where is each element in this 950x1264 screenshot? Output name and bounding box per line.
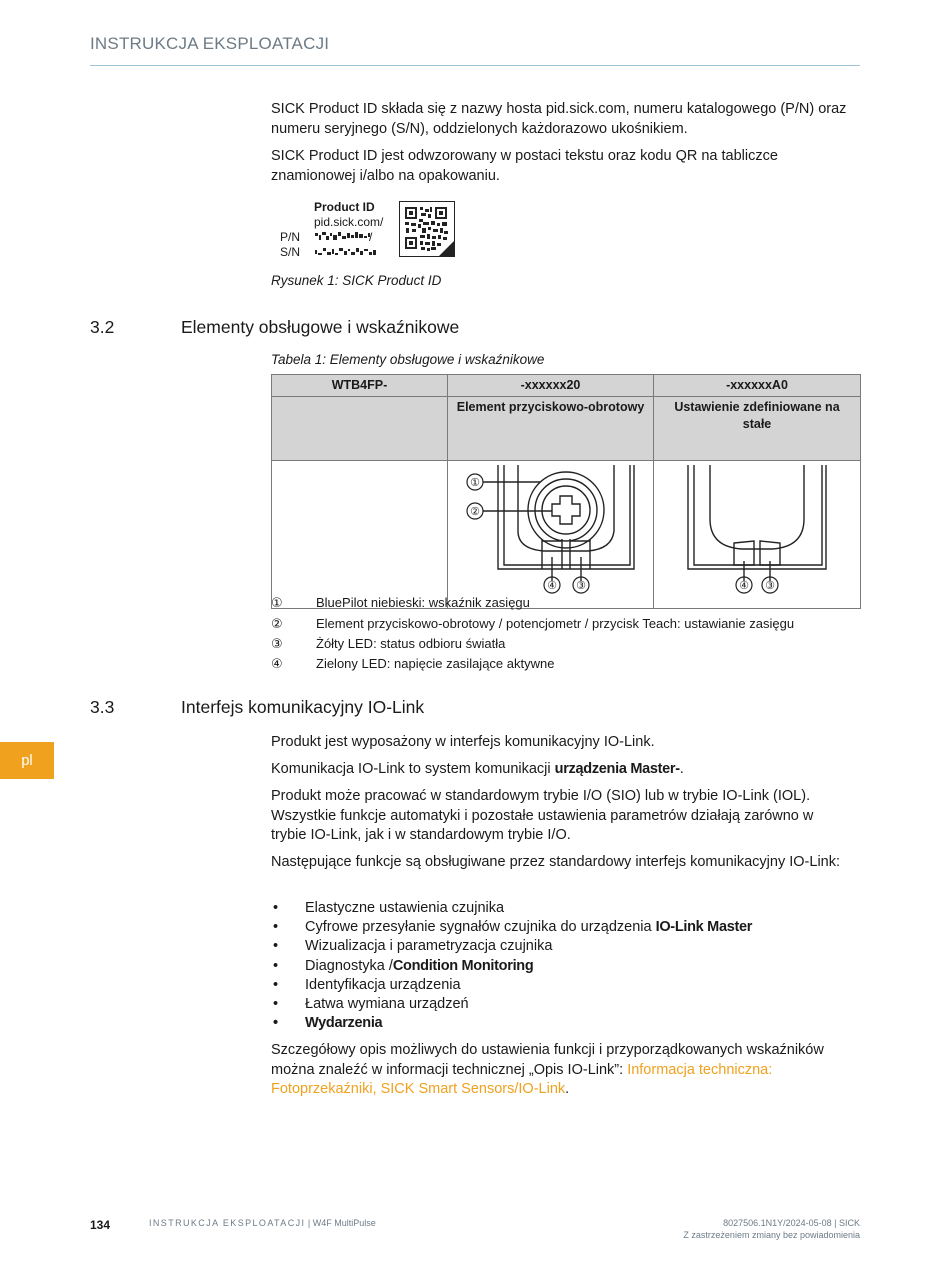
table-subheader-cell: Element przyciskowo-obrotowy bbox=[448, 397, 654, 461]
table-subheader-row bbox=[272, 397, 861, 461]
text-run: . bbox=[679, 761, 684, 777]
table-figure-row bbox=[272, 461, 861, 609]
table-header-cell: -xxxxxx20 bbox=[448, 375, 654, 397]
footer-ref: 8027506.1N1Y/2024-05-08 | SICK bbox=[723, 1218, 860, 1228]
legend-text: BluePilot niebieski: wskaźnik zasięgu bbox=[316, 595, 530, 610]
legend-number: ① bbox=[271, 595, 283, 610]
legend-number: ③ bbox=[271, 636, 283, 651]
table-subheader-cell bbox=[272, 397, 448, 461]
list-item: • Wydarzenia bbox=[271, 1014, 831, 1033]
legend-text: Żółty LED: status odbioru światła bbox=[316, 636, 506, 651]
legend-number: ④ bbox=[271, 656, 283, 671]
section-title: Elementy obsługowe i wskaźnikowe bbox=[181, 317, 460, 337]
page-number: 134 bbox=[90, 1218, 111, 1232]
list-item: • Wizualizacja i parametryzacja czujnika bbox=[271, 937, 831, 956]
iolink-paragraph-1: Produkt jest wyposażony w interfejs komunikacyjny IO-Link. bbox=[271, 734, 655, 750]
footer-document bbox=[149, 1218, 376, 1228]
product-id-label bbox=[271, 196, 461, 262]
table-subheader-cell: Ustawienie zdefiniowane na stałe bbox=[654, 397, 861, 461]
sn-label: S/N bbox=[280, 245, 301, 259]
fixed-setting-drawing bbox=[654, 461, 861, 603]
footer-product: | W4F MultiPulse bbox=[305, 1218, 376, 1228]
intro-paragraph-2: SICK Product ID jest odwzorowany w postaci tekstu oraz kodu QR na tabliczce znamionowej i/albo na opakowaniu. bbox=[271, 148, 778, 184]
footer-doc-title: INSTRUKCJA EKSPLOATACJI bbox=[149, 1218, 306, 1228]
footer-note: Z zastrzeżeniem zmiany bez powiadomienia bbox=[683, 1230, 860, 1240]
list-item bbox=[271, 957, 831, 976]
figure-caption: Rysunek 1: SICK Product ID bbox=[271, 273, 442, 288]
iolink-paragraph-4: Następujące funkcje są obsługiwane przez standardowy interfejs komunikacyjny IO-Link: bbox=[271, 854, 841, 870]
rotary-element-drawing-cell bbox=[448, 461, 654, 609]
empty-cell bbox=[272, 461, 448, 609]
text-run: Komunikacja IO-Link to system komunikacji bbox=[271, 761, 555, 777]
text-run: . bbox=[565, 1081, 570, 1097]
product-id-host: pid.sick.com/ bbox=[314, 215, 384, 229]
text-run-bold: Condition Monitoring bbox=[392, 957, 534, 974]
legend-text: Element przyciskowo-obrotowy / potencjometr / przycisk Teach: ustawianie zasięgu bbox=[316, 616, 795, 631]
feature-list bbox=[271, 899, 831, 1033]
table-header-row bbox=[272, 375, 861, 397]
intro-paragraph-1: SICK Product ID składa się z nazwy hosta pid.sick.com, numeru katalogowego (P/N) oraz numeru seryjnego (S/N), oddzielonych każdorazowo ukośnikiem. bbox=[271, 101, 847, 137]
callout-3: ③ bbox=[576, 580, 586, 592]
legend-number: ② bbox=[271, 616, 283, 631]
iolink-paragraph-5 bbox=[271, 1041, 846, 1100]
text-run: Diagnostyka / bbox=[305, 957, 393, 974]
pn-label: P/N bbox=[280, 230, 301, 244]
list-item: • Łatwa wymiana urządzeń bbox=[271, 995, 831, 1014]
product-id-title: Product ID bbox=[314, 200, 375, 214]
callout-4: ④ bbox=[547, 580, 557, 592]
list-item: • Identyfikacja urządzenia bbox=[271, 976, 831, 995]
text-run-bold: urządzenia Master- bbox=[554, 761, 680, 777]
controls-table bbox=[271, 374, 861, 609]
pn-separator: / bbox=[369, 230, 373, 244]
running-header: INSTRUKCJA EKSPLOATACJI bbox=[90, 34, 330, 53]
technical-info-link[interactable]: Informacja techniczna: Fotoprzekaźniki, SICK Smart Sensors/IO-Link bbox=[271, 1061, 773, 1097]
header-rule bbox=[90, 65, 860, 66]
table-header-cell: -xxxxxxA0 bbox=[654, 375, 861, 397]
fixed-setting-drawing-cell bbox=[654, 461, 861, 609]
text-run-bold: IO-Link Master bbox=[655, 919, 753, 936]
callout-3: ③ bbox=[765, 580, 775, 592]
footer-reference bbox=[683, 1217, 860, 1241]
callout-1: ① bbox=[470, 477, 480, 489]
legend-text: Zielony LED: napięcie zasilające aktywne bbox=[316, 656, 555, 671]
table-caption: Tabela 1: Elementy obsługowe i wskaźnikowe bbox=[271, 352, 545, 367]
section-number: 3.2 bbox=[90, 317, 115, 337]
list-item bbox=[271, 918, 831, 937]
iolink-paragraph-3: Produkt może pracować w standardowym trybie I/O (SIO) lub w trybie IO-Link (IOL). Wszystkie funkcje automatyki i pozostałe ustawienia parametrów działają zarówno w trybie IO-Link, jak i w standardowym trybie I/O. bbox=[271, 788, 814, 843]
list-item: • Elastyczne ustawienia czujnika bbox=[271, 899, 831, 918]
iolink-paragraph-2 bbox=[271, 760, 856, 780]
table-header-cell: WTB4FP- bbox=[272, 375, 448, 397]
rotary-element-drawing bbox=[448, 461, 654, 603]
callout-4: ④ bbox=[739, 580, 749, 592]
language-tab: pl bbox=[0, 742, 54, 779]
text-run: Szczegółowy opis możliwych do ustawienia funkcji i przyporządkowanych wskaźników można znaleźć w informacji technicznej „Opis IO-Link”: bbox=[271, 1042, 824, 1078]
section-number: 3.3 bbox=[90, 697, 115, 717]
callout-2: ② bbox=[470, 506, 480, 518]
section-title: Interfejs komunikacyjny IO-Link bbox=[181, 697, 425, 717]
text-run: Cyfrowe przesyłanie sygnałów czujnika do urządzenia bbox=[305, 919, 656, 936]
qr-code-icon bbox=[399, 201, 455, 257]
